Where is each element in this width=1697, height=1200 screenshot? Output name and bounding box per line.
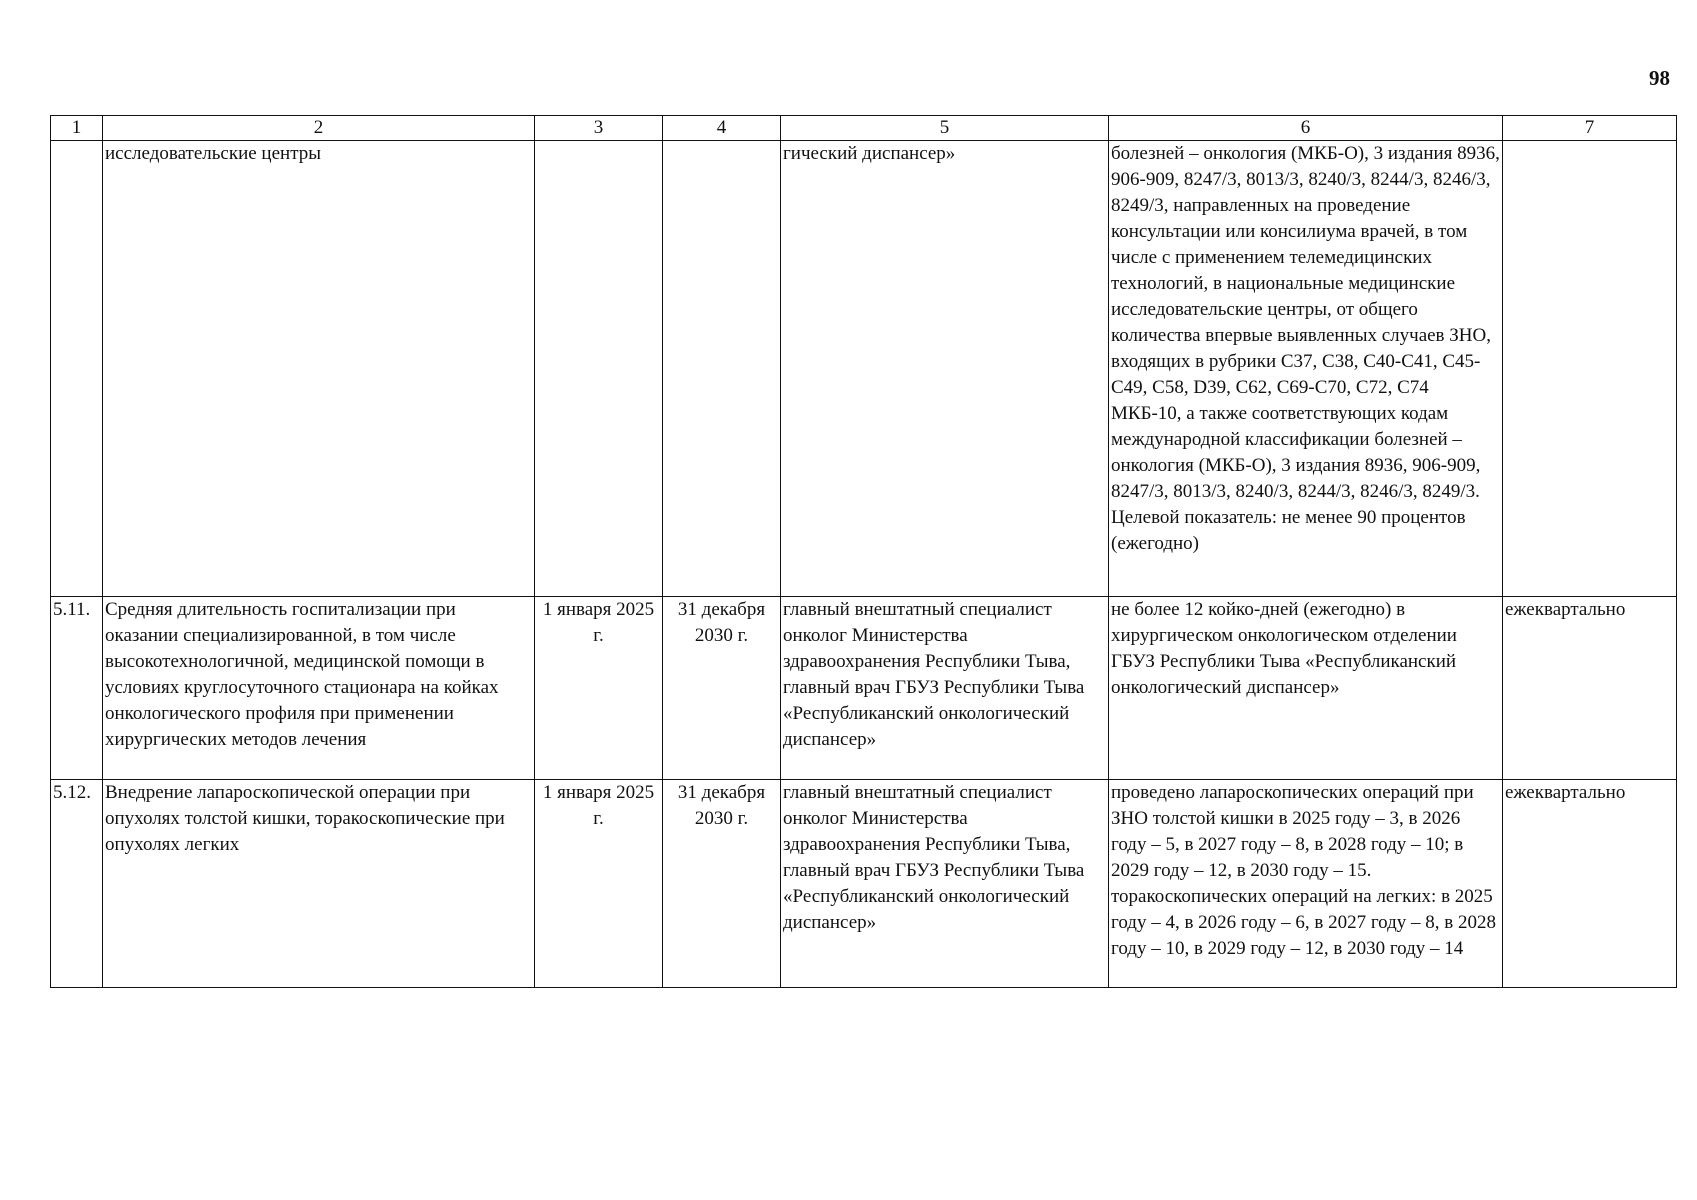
column-number: 7	[1503, 116, 1677, 141]
row-number-cell	[51, 141, 103, 597]
frequency-cell: ежеквартально	[1503, 597, 1677, 780]
end-date-cell: 31 декабря 2030 г.	[663, 780, 781, 988]
responsible-cell: главный внештатный специалист онколог Министерства здравоохранения Республики Тыва, главный врач ГБУЗ Республики Тыва «Республиканский онкологический диспансер»	[781, 780, 1109, 988]
measure-name-cell: Средняя длительность госпитализации при оказании специализированной, в том числе высокотехнологичной, медицинской помощи в условиях круглосуточного стационара на койках онкологического профиля при применении хирургических методов лечения	[103, 597, 535, 780]
table-row	[51, 597, 1677, 780]
column-number: 2	[103, 116, 535, 141]
page-number: 98	[1649, 66, 1670, 90]
row-number-cell: 5.12.	[51, 780, 103, 988]
column-number-row	[51, 116, 1677, 141]
column-number: 1	[51, 116, 103, 141]
row-number-cell: 5.11.	[51, 597, 103, 780]
measure-name-cell: исследовательские центры	[103, 141, 535, 597]
start-date-cell	[535, 141, 663, 597]
start-date-cell: 1 января 2025 г.	[535, 597, 663, 780]
indicator-cell: не более 12 койко-дней (ежегодно) в хирургическом онкологическом отделении ГБУЗ Республики Тыва «Республиканский онкологический диспансер»	[1109, 597, 1503, 780]
frequency-cell	[1503, 141, 1677, 597]
table-row	[51, 780, 1677, 988]
table-row	[51, 141, 1677, 597]
measure-name-cell: Внедрение лапароскопической операции при опухолях толстой кишки, торакоскопические при опухолях легких	[103, 780, 535, 988]
responsible-cell: гический диспансер»	[781, 141, 1109, 597]
column-number: 6	[1109, 116, 1503, 141]
frequency-cell: ежеквартально	[1503, 780, 1677, 988]
measures-table	[50, 115, 1677, 988]
responsible-cell: главный внештатный специалист онколог Министерства здравоохранения Республики Тыва, главный врач ГБУЗ Республики Тыва «Республиканский онкологический диспансер»	[781, 597, 1109, 780]
column-number: 4	[663, 116, 781, 141]
start-date-cell: 1 января 2025 г.	[535, 780, 663, 988]
end-date-cell: 31 декабря 2030 г.	[663, 597, 781, 780]
indicator-cell: проведено лапароскопических операций при ЗНО толстой кишки в 2025 году – 3, в 2026 году – 5, в 2027 году – 8, в 2028 году – 10; в 2029 году – 12, в 2030 году – 15. торакоскопических операций на легких: в 2025 году – 4, в 2026 году – 6, в 2027 году – 8, в 2028 году – 10, в 2029 году – 12, в 2030 году – 14	[1109, 780, 1503, 988]
column-number: 3	[535, 116, 663, 141]
column-number: 5	[781, 116, 1109, 141]
end-date-cell	[663, 141, 781, 597]
indicator-cell: болезней – онкология (МКБ-О), 3 издания 8936, 906-909, 8247/3, 8013/3, 8240/3, 8244/3, 8246/3, 8249/3, направленных на проведение консультации или консилиума врачей, в том числе с применением телемедицинских технологий, в национальные медицинские исследовательские центры, от общего количества впервые выявленных случаев ЗНО, входящих в рубрики С37, С38, С40-С41, С45-С49, С58, D39, С62, С69-С70, С72, С74 МКБ-10, а также соответствующих кодам международной классификации болезней – онкология (МКБ-О), 3 издания 8936, 906-909, 8247/3, 8013/3, 8240/3, 8244/3, 8246/3, 8249/3. Целевой показатель: не менее 90 процентов (ежегодно)	[1109, 141, 1503, 597]
